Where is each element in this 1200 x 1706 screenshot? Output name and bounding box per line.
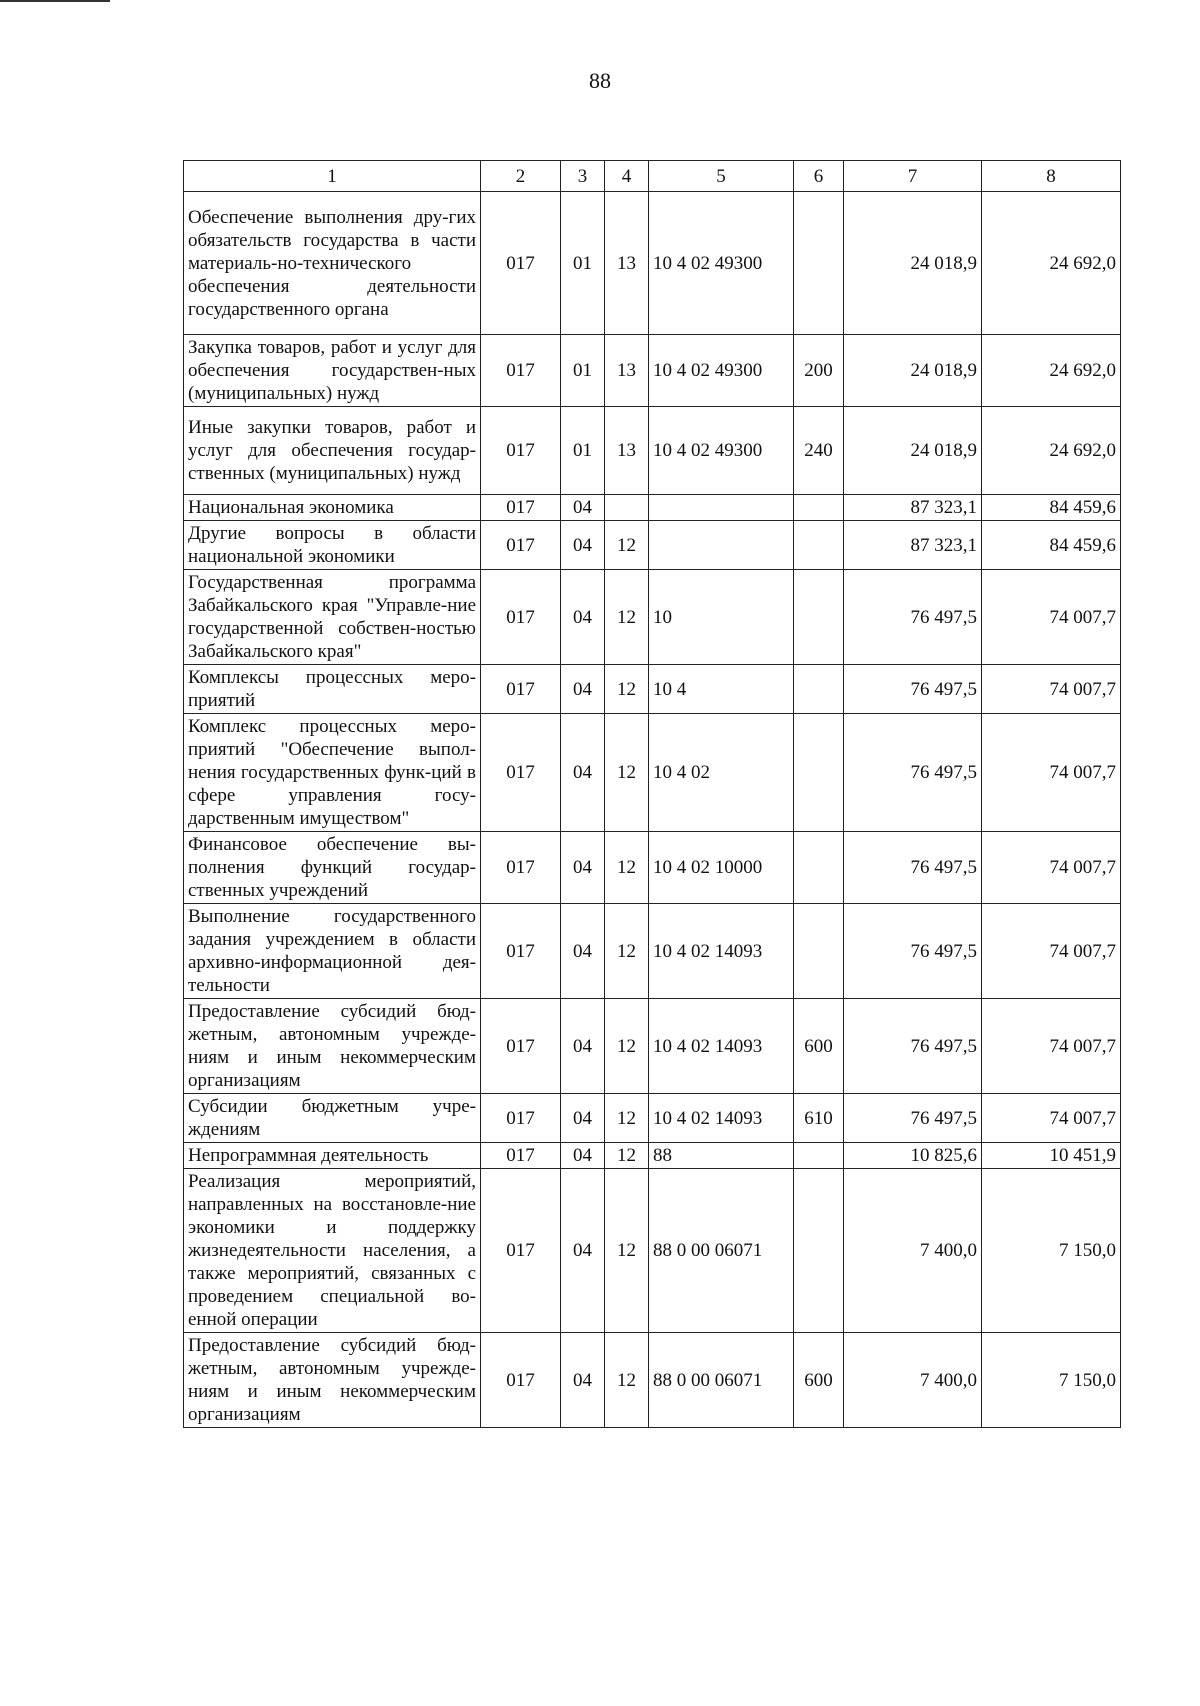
cell-subsection: 13 <box>605 407 649 495</box>
cell-section: 01 <box>561 407 605 495</box>
cell-target-article: 10 4 <box>649 665 794 714</box>
cell-admin-code: 017 <box>481 495 561 521</box>
cell-admin-code: 017 <box>481 999 561 1094</box>
row-name: Выполнение государственного задания учреждением в области архивно-информационной дея-тельности <box>184 904 481 999</box>
cell-section: 04 <box>561 570 605 665</box>
cell-target-article: 10 4 02 49300 <box>649 407 794 495</box>
row-name: Предоставление субсидий бюд-жетным, автономным учрежде-ниям и иным некоммерческим организациям <box>184 1333 481 1428</box>
table-row <box>184 1333 1121 1428</box>
cell-target-article <box>649 495 794 521</box>
cell-amount-year2: 74 007,7 <box>982 570 1121 665</box>
cell-admin-code: 017 <box>481 1169 561 1333</box>
cell-subsection: 12 <box>605 904 649 999</box>
cell-admin-code: 017 <box>481 521 561 570</box>
cell-subsection: 12 <box>605 665 649 714</box>
row-name: Национальная экономика <box>184 495 481 521</box>
cell-amount-year1: 87 323,1 <box>844 495 982 521</box>
column-header: 2 <box>481 161 561 192</box>
table-row <box>184 192 1121 335</box>
cell-expense-type <box>794 495 844 521</box>
table-row <box>184 495 1121 521</box>
cell-subsection: 12 <box>605 1169 649 1333</box>
cell-amount-year1: 24 018,9 <box>844 192 982 335</box>
column-header: 8 <box>982 161 1121 192</box>
cell-subsection: 12 <box>605 832 649 904</box>
cell-target-article: 88 0 00 06071 <box>649 1333 794 1428</box>
cell-target-article: 10 <box>649 570 794 665</box>
cell-admin-code: 017 <box>481 335 561 407</box>
cell-expense-type <box>794 904 844 999</box>
cell-section: 04 <box>561 714 605 832</box>
row-name: Субсидии бюджетным учре-ждениям <box>184 1094 481 1143</box>
cell-amount-year1: 24 018,9 <box>844 407 982 495</box>
table-row <box>184 407 1121 495</box>
cell-subsection: 12 <box>605 999 649 1094</box>
cell-target-article: 10 4 02 49300 <box>649 192 794 335</box>
cell-amount-year1: 76 497,5 <box>844 832 982 904</box>
cell-target-article: 10 4 02 14093 <box>649 1094 794 1143</box>
cell-admin-code: 017 <box>481 407 561 495</box>
cell-amount-year2: 74 007,7 <box>982 1094 1121 1143</box>
cell-amount-year2: 7 150,0 <box>982 1333 1121 1428</box>
cell-admin-code: 017 <box>481 714 561 832</box>
cell-section: 04 <box>561 521 605 570</box>
cell-target-article: 10 4 02 <box>649 714 794 832</box>
column-header: 1 <box>184 161 481 192</box>
table-row <box>184 335 1121 407</box>
cell-amount-year2: 74 007,7 <box>982 904 1121 999</box>
table-row <box>184 570 1121 665</box>
row-name: Государственная программа Забайкальского края "Управле-ние государственной собствен-ностью Забайкальского края" <box>184 570 481 665</box>
cell-expense-type: 600 <box>794 1333 844 1428</box>
row-name: Комплекс процессных меро-приятий "Обеспечение выпол-нения государственных функ-ций в сфере управления госу-дарственным имуществом" <box>184 714 481 832</box>
cell-section: 04 <box>561 832 605 904</box>
cell-admin-code: 017 <box>481 665 561 714</box>
cell-subsection <box>605 495 649 521</box>
cell-expense-type <box>794 570 844 665</box>
cell-amount-year2: 7 150,0 <box>982 1169 1121 1333</box>
cell-expense-type <box>794 1169 844 1333</box>
cell-expense-type <box>794 665 844 714</box>
cell-amount-year2: 24 692,0 <box>982 192 1121 335</box>
row-name: Реализация мероприятий, направленных на восстановле-ние экономики и поддержку жизнедеятельности населения, а также мероприятий, связанных с проведением специальной во-енной операции <box>184 1169 481 1333</box>
row-name: Непрограммная деятельность <box>184 1143 481 1169</box>
cell-target-article: 88 0 00 06071 <box>649 1169 794 1333</box>
page-number: 88 <box>589 68 611 93</box>
cell-amount-year2: 74 007,7 <box>982 832 1121 904</box>
cell-target-article: 10 4 02 49300 <box>649 335 794 407</box>
cell-target-article: 10 4 02 14093 <box>649 904 794 999</box>
cell-amount-year2: 10 451,9 <box>982 1143 1121 1169</box>
table-row <box>184 714 1121 832</box>
cell-subsection: 12 <box>605 570 649 665</box>
cell-amount-year2: 74 007,7 <box>982 999 1121 1094</box>
cell-section: 04 <box>561 1333 605 1428</box>
cell-section: 01 <box>561 335 605 407</box>
cell-subsection: 12 <box>605 521 649 570</box>
cell-section: 04 <box>561 1169 605 1333</box>
cell-section: 04 <box>561 1143 605 1169</box>
row-name: Иные закупки товаров, работ и услуг для обеспечения государ-ственных (муниципальных) нужд <box>184 407 481 495</box>
cell-expense-type <box>794 832 844 904</box>
cell-admin-code: 017 <box>481 832 561 904</box>
cell-section: 04 <box>561 1094 605 1143</box>
table-row <box>184 999 1121 1094</box>
table-row <box>184 1094 1121 1143</box>
cell-amount-year1: 10 825,6 <box>844 1143 982 1169</box>
cell-amount-year1: 76 497,5 <box>844 904 982 999</box>
cell-amount-year1: 76 497,5 <box>844 665 982 714</box>
cell-admin-code: 017 <box>481 904 561 999</box>
cell-expense-type: 240 <box>794 407 844 495</box>
row-name: Финансовое обеспечение вы-полнения функций государ-ственных учреждений <box>184 832 481 904</box>
row-name: Другие вопросы в области национальной экономики <box>184 521 481 570</box>
cell-expense-type: 200 <box>794 335 844 407</box>
table-row <box>184 665 1121 714</box>
table-row <box>184 832 1121 904</box>
row-name: Комплексы процессных меро-приятий <box>184 665 481 714</box>
cell-admin-code: 017 <box>481 1094 561 1143</box>
cell-amount-year2: 24 692,0 <box>982 407 1121 495</box>
cell-section: 04 <box>561 999 605 1094</box>
cell-subsection: 12 <box>605 1143 649 1169</box>
cell-amount-year1: 76 497,5 <box>844 570 982 665</box>
cell-expense-type: 610 <box>794 1094 844 1143</box>
cell-target-article: 10 4 02 10000 <box>649 832 794 904</box>
cell-amount-year1: 76 497,5 <box>844 714 982 832</box>
cell-amount-year1: 76 497,5 <box>844 1094 982 1143</box>
cell-admin-code: 017 <box>481 570 561 665</box>
cell-amount-year2: 24 692,0 <box>982 335 1121 407</box>
cell-section: 01 <box>561 192 605 335</box>
cell-expense-type: 600 <box>794 999 844 1094</box>
cell-subsection: 12 <box>605 1094 649 1143</box>
cell-section: 04 <box>561 665 605 714</box>
column-header: 4 <box>605 161 649 192</box>
cell-target-article: 88 <box>649 1143 794 1169</box>
cell-subsection: 13 <box>605 192 649 335</box>
column-header: 3 <box>561 161 605 192</box>
cell-amount-year1: 7 400,0 <box>844 1333 982 1428</box>
column-header: 7 <box>844 161 982 192</box>
column-header: 6 <box>794 161 844 192</box>
cell-section: 04 <box>561 495 605 521</box>
table-row <box>184 1143 1121 1169</box>
table-header-row <box>184 161 1121 192</box>
cell-subsection: 12 <box>605 1333 649 1428</box>
cell-expense-type <box>794 714 844 832</box>
table-row <box>184 521 1121 570</box>
cell-amount-year2: 84 459,6 <box>982 495 1121 521</box>
cell-admin-code: 017 <box>481 1333 561 1428</box>
cell-subsection: 13 <box>605 335 649 407</box>
cell-subsection: 12 <box>605 714 649 832</box>
table-row <box>184 904 1121 999</box>
cell-amount-year2: 74 007,7 <box>982 665 1121 714</box>
cell-amount-year1: 24 018,9 <box>844 335 982 407</box>
cell-admin-code: 017 <box>481 1143 561 1169</box>
table-row <box>184 1169 1121 1333</box>
scan-corner-mark <box>0 0 110 2</box>
cell-target-article <box>649 521 794 570</box>
row-name: Закупка товаров, работ и услуг для обеспечения государствен-ных (муниципальных) нужд <box>184 335 481 407</box>
cell-amount-year1: 76 497,5 <box>844 999 982 1094</box>
cell-expense-type <box>794 521 844 570</box>
cell-expense-type <box>794 1143 844 1169</box>
row-name: Предоставление субсидий бюд-жетным, автономным учрежде-ниям и иным некоммерческим организациям <box>184 999 481 1094</box>
cell-expense-type <box>794 192 844 335</box>
cell-admin-code: 017 <box>481 192 561 335</box>
cell-amount-year1: 7 400,0 <box>844 1169 982 1333</box>
cell-amount-year1: 87 323,1 <box>844 521 982 570</box>
cell-amount-year2: 74 007,7 <box>982 714 1121 832</box>
cell-amount-year2: 84 459,6 <box>982 521 1121 570</box>
column-header: 5 <box>649 161 794 192</box>
cell-section: 04 <box>561 904 605 999</box>
budget-table <box>183 160 1121 1428</box>
cell-target-article: 10 4 02 14093 <box>649 999 794 1094</box>
row-name: Обеспечение выполнения дру-гих обязательств государства в части материаль-но-технического обеспечения деятельности государственного органа <box>184 192 481 335</box>
